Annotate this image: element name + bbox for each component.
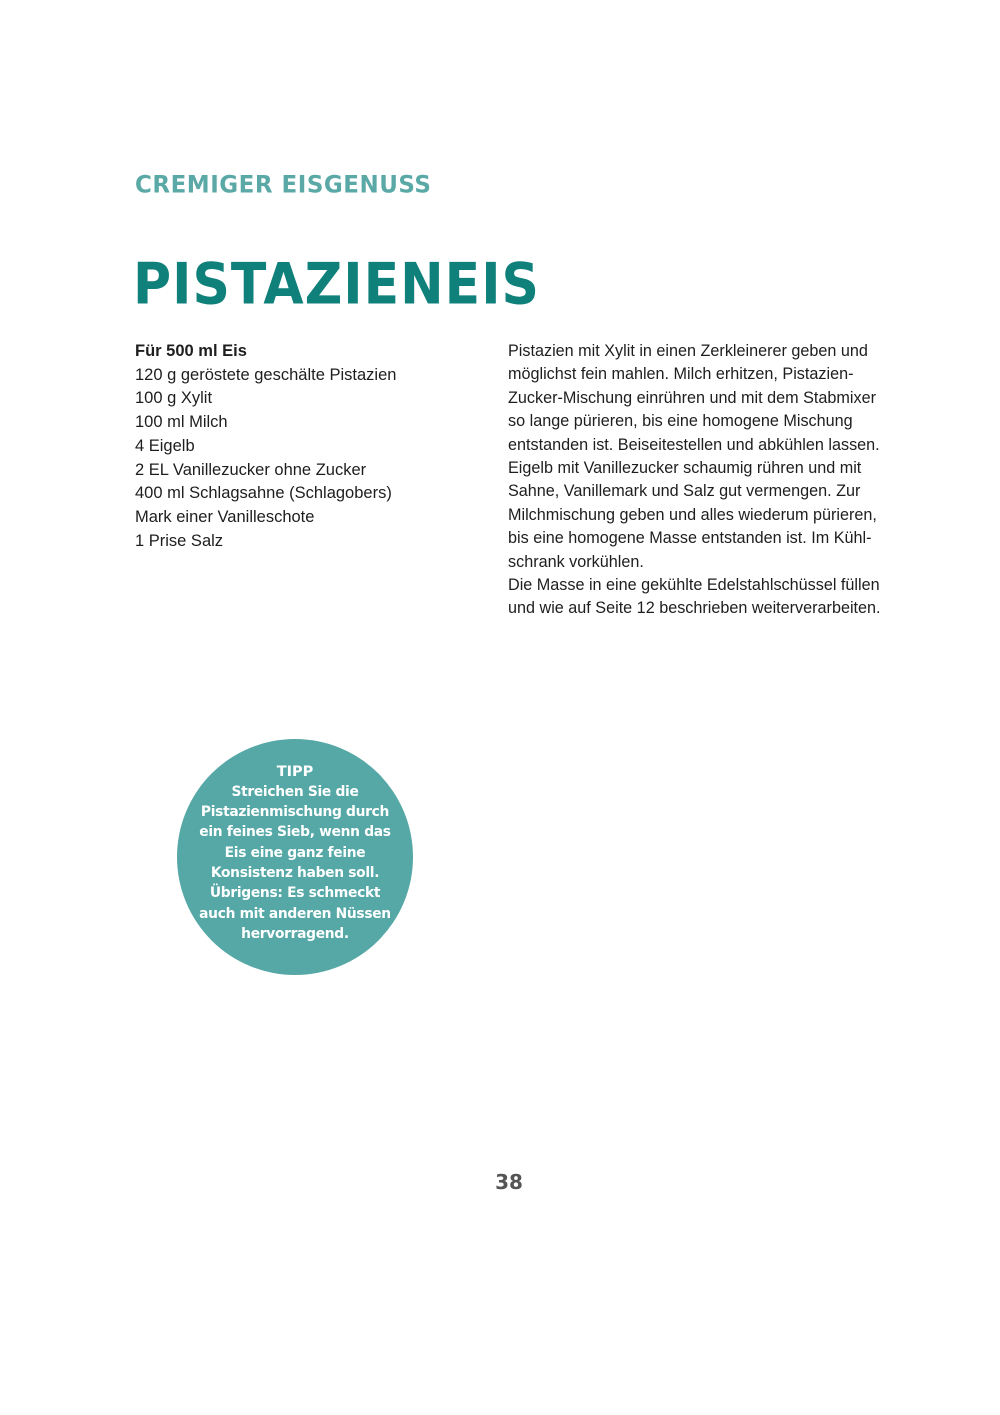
tip-text: Streichen Sie die Pistazienmischung durch ein feines Sieb, wenn das Eis eine ganz feine Konsistenz haben soll. Übrigens: Es schmeckt auch mit anderen Nüssen hervorragend. [199, 783, 391, 942]
ingredient-item: 100 g Xylit [135, 389, 213, 408]
instructions-paragraph: Die Masse in eine gekühlte Edelstahlschüssel füllen und wie auf Seite 12 beschrieben weiterverarbeiten. [508, 576, 881, 618]
ingredients-list [135, 364, 475, 554]
tip-circle [177, 739, 413, 975]
ingredient-item: 2 EL Vanillezucker ohne Zucker [135, 460, 367, 479]
ingredient-item: 120 g geröstete geschälte Pistazien [135, 365, 397, 384]
ingredient-item: 100 ml Milch [135, 413, 228, 432]
section-kicker: CREMIGER EISGENUSS [135, 171, 432, 199]
ingredients-heading: Für 500 ml Eis [135, 342, 247, 360]
ingredient-item: 1 Prise Salz [135, 531, 224, 550]
ingredients-block [135, 340, 475, 553]
recipe-title: PISTAZIENEIS [133, 252, 541, 318]
ingredient-item: 400 ml Schlagsahne (Schlagobers) [135, 484, 392, 503]
page-number: 38 [495, 1170, 523, 1194]
ingredient-item: Mark einer Vanilleschote [135, 507, 315, 526]
ingredient-item: 4 Eigelb [135, 436, 195, 455]
instructions-block [508, 340, 893, 621]
tip-title: TIPP [276, 763, 314, 780]
instructions-paragraph: Pistazien mit Xylit in einen Zerkleinerer geben und möglichst fein mahlen. Milch erhitzen, Pistazien-Zucker-Mischung einrühren und mit dem Stabmixer so lange pürieren, bis eine homogene Mischung entstanden ist. Beiseitestellen und abkühlen lassen. Eigelb mit Vanillezucker schaumig rühren und mit Sahne, Vanillemark und Salz gut vermengen. Zur Milchmischung geben und alles wiederum pürieren, bis eine homogene Masse entstanden ist. Im Kühl-schrank vorkühlen. [508, 342, 880, 571]
